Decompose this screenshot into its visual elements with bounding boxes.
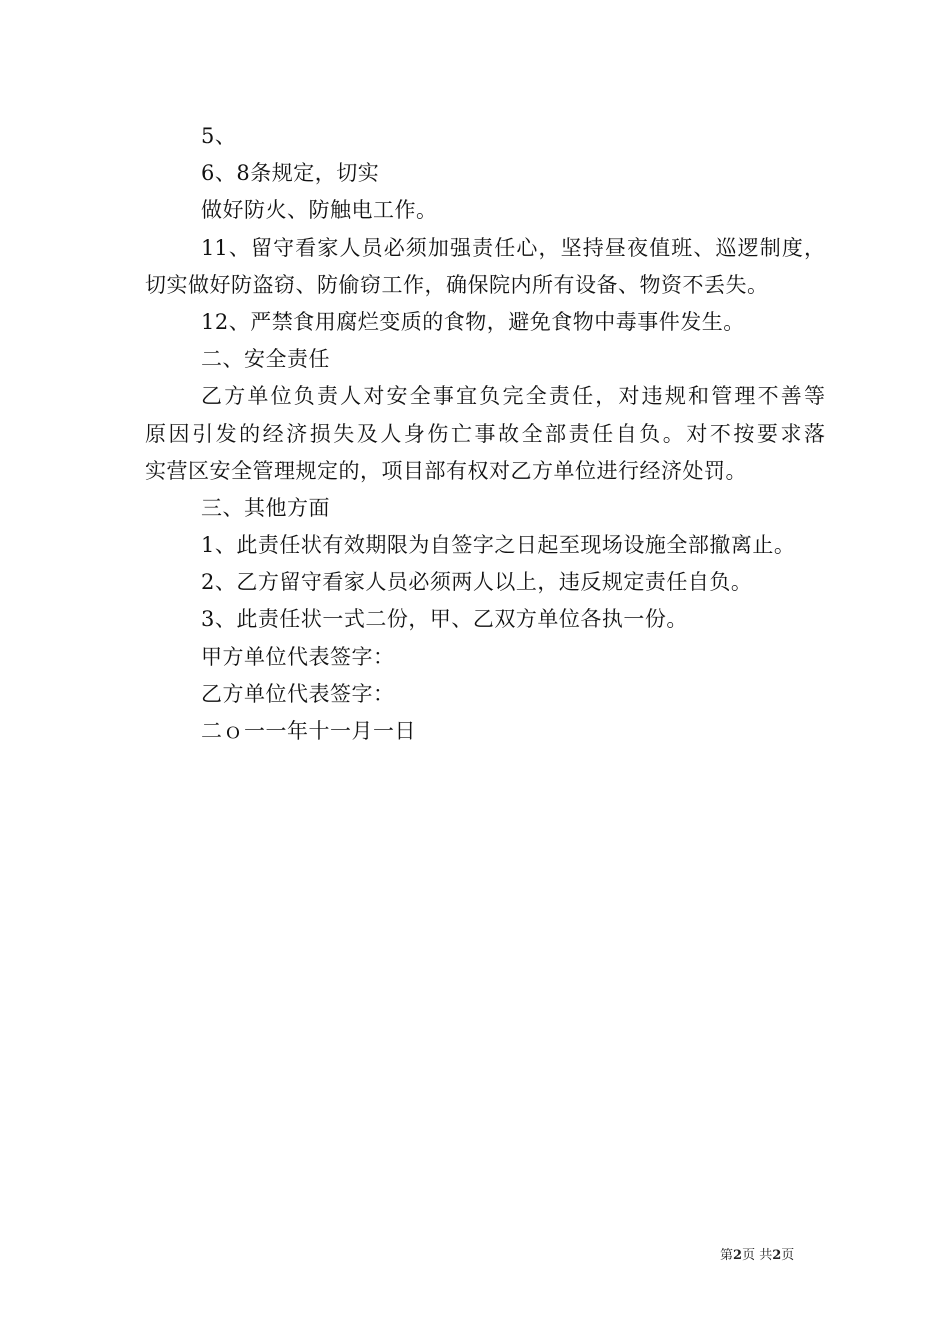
footer-prefix: 第 xyxy=(720,1248,734,1263)
footer-suffix: 页 xyxy=(781,1248,795,1263)
clause-11-line-1: 11、留守看家人员必须加强责任心，坚持昼夜值班、巡逻制度， xyxy=(201,235,825,260)
party-a-signature-label: 甲方单位代表签字： xyxy=(201,644,395,669)
section-3-heading: 三、其他方面 xyxy=(201,495,330,520)
other-clause-1: 1、此责任状有效期限为自签字之日起至现场设施全部撤离止。 xyxy=(201,533,796,558)
section-2-heading: 二、安全责任 xyxy=(201,347,330,372)
clause-11-line-2: 切实做好防盗窃、防偷窃工作，确保院内所有设备、物资不丢失。 xyxy=(145,272,769,297)
fire-prevention-line: 做好防火、防触电工作。 xyxy=(201,198,438,223)
other-clause-3: 3、此责任状一式二份，甲、乙双方单位各执一份。 xyxy=(201,607,688,632)
safety-responsibility-line-1: 乙方单位负责人对安全事宜负完全责任，对违规和管理不善等 xyxy=(201,384,825,409)
safety-responsibility-line-3: 实营区安全管理规定的，项目部有权对乙方单位进行经济处罚。 xyxy=(145,458,747,483)
party-b-signature-label: 乙方单位代表签字： xyxy=(201,681,395,706)
footer-middle: 页 共 xyxy=(742,1248,773,1263)
page-number-footer xyxy=(720,1248,794,1264)
document-body xyxy=(145,118,825,750)
safety-responsibility-line-2: 原因引发的经济损失及人身伤亡事故全部责任自负。对不按要求落 xyxy=(145,421,825,446)
clause-6-8-line: 6、8条规定，切实 xyxy=(201,161,380,186)
clause-5-line: 5、 xyxy=(201,124,237,148)
footer-total-pages: 2 xyxy=(772,1248,782,1263)
footer-current-page: 2 xyxy=(733,1248,743,1263)
document-date: 二ｏ一一年十一月一日 xyxy=(201,719,416,743)
other-clause-2: 2、乙方留守看家人员必须两人以上，违反规定责任自负。 xyxy=(201,570,753,595)
clause-12-line: 12、严禁食用腐烂变质的食物，避免食物中毒事件发生。 xyxy=(201,309,745,334)
